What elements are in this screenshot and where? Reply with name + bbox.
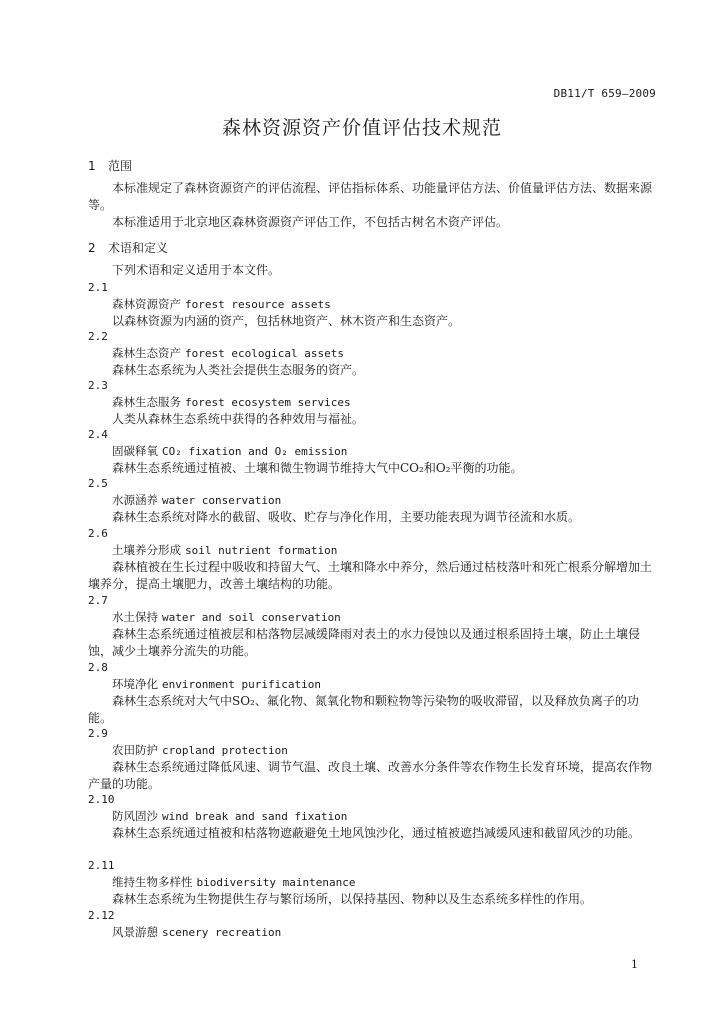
- term-definition: 森林生态系统通过植被、土壤和微生物调节维持大气中CO₂和O₂平衡的功能。: [112, 461, 523, 475]
- term-en: soil nutrient formation: [185, 544, 338, 557]
- paragraph: 本标准规定了森林资源资产的评估流程、评估指标体系、功能量评估方法、价值量评估方法、数据来源等。: [88, 181, 653, 212]
- term-number: 2.2: [88, 330, 108, 343]
- term-definition: 森林生态系统通过植被层和枯落物层减缓降雨对表土的水力侵蚀以及通过根系固持土壤，防止土壤侵蚀，减少土壤养分流失的功能。: [88, 627, 641, 658]
- term-definition: 森林生态系统对大气中SO₂、氟化物、氮氧化物和颗粒物等污染物的吸收滞留，以及释放负离子的功能。: [88, 694, 639, 725]
- term-number: 2.11: [88, 859, 115, 872]
- section-title: 术语和定义: [108, 241, 169, 255]
- section-title: 范围: [108, 159, 133, 173]
- term-en: cropland protection: [162, 744, 288, 757]
- term-definition: 森林生态系统为生物提供生存与繁衍场所，以保持基因、物种以及生态系统多样性的作用。: [112, 892, 593, 906]
- term-definition: 森林生态系统通过降低风速、调节气温、改良土壤、改善水分条件等农作物生长发育环境，提高农作物产量的功能。: [88, 760, 653, 791]
- term-heading: [112, 924, 281, 940]
- term-heading: [112, 808, 347, 824]
- term-zh: 水源涵养: [112, 493, 158, 507]
- term-zh: 固碳释氧: [112, 444, 158, 458]
- term-heading: [112, 676, 321, 692]
- section-number: 2: [88, 241, 96, 255]
- term-definition: 森林生态系统对降水的截留、吸收、贮存与净化作用，主要功能表现为调节径流和水质。: [112, 510, 581, 524]
- term-zh: 风景游憩: [112, 925, 158, 939]
- term-heading: [112, 492, 281, 508]
- term-zh: 水土保持: [112, 610, 158, 624]
- section-number: 1: [88, 159, 96, 173]
- paragraph: 下列术语和定义适用于本文件。: [112, 263, 281, 277]
- term-heading: [112, 394, 351, 410]
- term-en: forest resource assets: [185, 298, 331, 311]
- page-number: 1: [631, 958, 638, 971]
- term-en: CO₂ fixation and O₂ emission: [162, 445, 348, 458]
- term-number: 2.4: [88, 428, 108, 441]
- term-zh: 森林生态资产: [112, 346, 181, 360]
- term-en: water conservation: [162, 494, 282, 507]
- term-zh: 土壤养分形成: [112, 543, 181, 557]
- term-heading: [112, 345, 344, 361]
- term-en: environment purification: [162, 678, 321, 691]
- term-zh: 农田防护: [112, 743, 158, 757]
- term-heading: [112, 542, 337, 558]
- term-definition: 森林植被在生长过程中吸收和持留大气、土壤和降水中养分，然后通过枯枝落叶和死亡根系分解增加土壤养分，提高土壤肥力，改善土壤结构的功能。: [88, 560, 653, 591]
- term-en: forest ecosystem services: [185, 396, 351, 409]
- term-zh: 森林生态服务: [112, 395, 181, 409]
- term-definition: 森林生态系统通过植被和枯落物遮蔽避免土地风蚀沙化，通过植被遮挡减缓风速和截留风沙的功能。: [112, 826, 641, 840]
- section-heading: [88, 157, 132, 174]
- term-number: 2.10: [88, 793, 115, 806]
- term-number: 2.3: [88, 379, 108, 392]
- term-number: 2.12: [88, 909, 115, 922]
- term-definition: 森林生态系统为人类社会提供生态服务的资产。: [112, 363, 365, 377]
- term-number: 2.1: [88, 281, 108, 294]
- term-heading: [112, 609, 341, 625]
- term-number: 2.5: [88, 477, 108, 490]
- term-number: 2.9: [88, 727, 108, 740]
- term-en: scenery recreation: [162, 926, 282, 939]
- term-heading: [112, 742, 288, 758]
- term-en: water and soil conservation: [162, 611, 341, 624]
- term-heading: [112, 874, 355, 890]
- term-zh: 森林资源资产: [112, 297, 181, 311]
- section-heading: [88, 239, 168, 256]
- paragraph: 本标准适用于北京地区森林资源资产评估工作，不包括古树名木资产评估。: [112, 215, 509, 229]
- term-en: wind break and sand fixation: [162, 810, 348, 823]
- document-title: 森林资源资产价值评估技术规范: [221, 117, 502, 139]
- term-heading: [112, 443, 347, 459]
- term-number: 2.8: [88, 661, 108, 674]
- term-en: forest ecological assets: [185, 347, 344, 360]
- term-zh: 维持生物多样性: [112, 875, 193, 889]
- term-definition: 人类从森林生态系统中获得的各种效用与福祉。: [112, 412, 365, 426]
- term-en: biodiversity maintenance: [196, 876, 356, 889]
- term-zh: 防风固沙: [112, 809, 158, 823]
- term-number: 2.6: [88, 527, 108, 540]
- term-definition: 以森林资源为内涵的资产，包括林地资产、林木资产和生态资产。: [112, 314, 461, 328]
- term-zh: 环境净化: [112, 677, 158, 691]
- standard-code: DB11/T 659—2009: [553, 87, 656, 100]
- term-number: 2.7: [88, 594, 108, 607]
- term-heading: [112, 296, 331, 312]
